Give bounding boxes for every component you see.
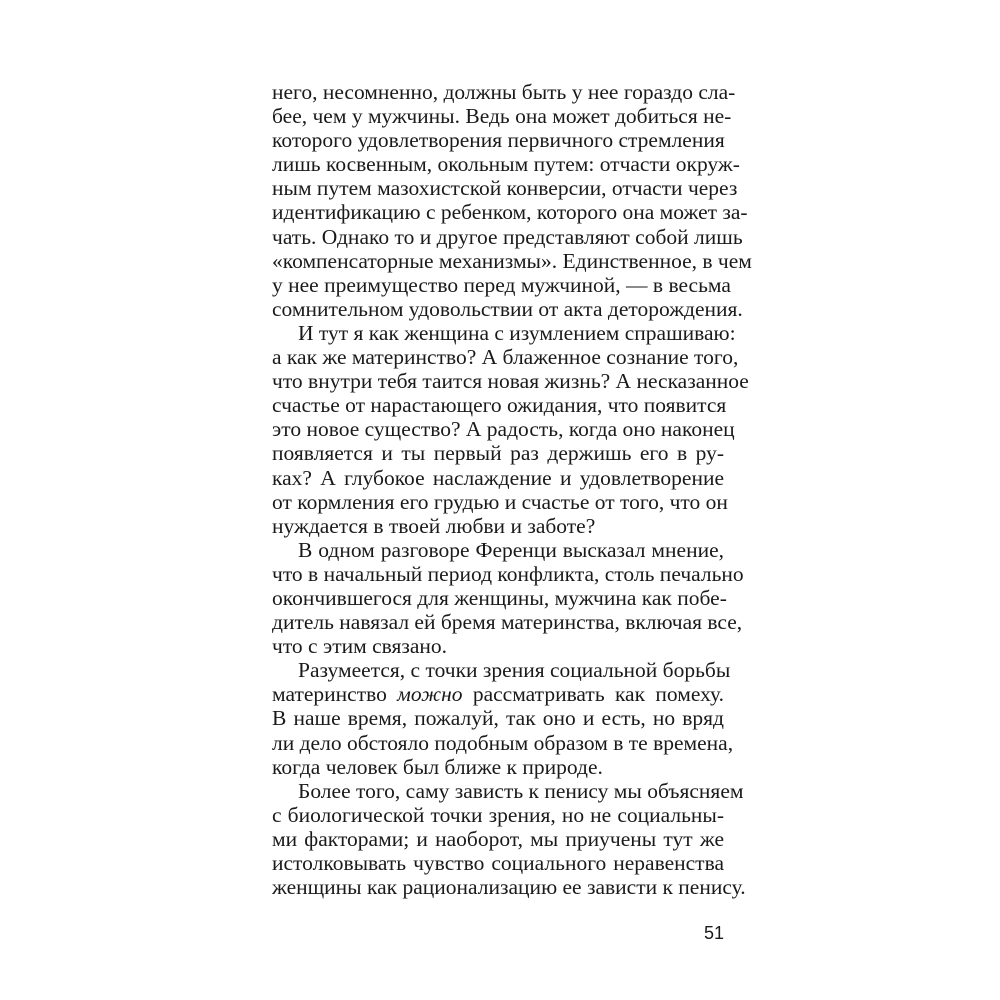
text-line: Более того, саму зависть к пенису мы объясняем — [298, 778, 744, 803]
text-line: а как же материнство? А блаженное сознание того, — [272, 345, 739, 370]
text-line: что с этим связано. — [272, 634, 448, 659]
text-line: которого удовлетворения первичного стремления — [272, 128, 725, 153]
paragraph-4 — [272, 658, 734, 779]
text-line: Разумеется, с точки зрения социальной борьбы — [298, 658, 731, 683]
body-text — [272, 80, 752, 900]
text-line: сомнительном удовольствии от акта деторождения. — [272, 296, 743, 321]
text-line: ли дело обстояло подобным образом в те времена, — [272, 730, 734, 755]
text-line: дитель навязал ей бремя материнства, включая все, — [272, 610, 743, 635]
text-line: ми факторами; и наоборот, мы приучены тут же — [272, 826, 724, 851]
text-line: появляется и ты первый раз держишь его в ру- — [272, 441, 724, 466]
text-line: счастье от нарастающего ожидания, что появится — [272, 393, 727, 418]
paragraph-5 — [272, 778, 746, 900]
text-line: что внутри тебя таится новая жизнь? А несказанное — [272, 369, 749, 394]
text-line: что в начальный период конфликта, столь печально — [272, 561, 744, 586]
text-line: нуждается в твоей любви и заботе? — [272, 513, 596, 538]
text-line: от кормления его грудью и счастье от того, что он — [272, 489, 728, 514]
text-segment: рассматривать как помеху. — [462, 682, 724, 707]
text-line: с биологической точки зрения, но не социальны- — [272, 802, 724, 827]
text-line: ках? А глубокое наслаждение и удовлетворение — [272, 465, 724, 490]
text-line — [272, 682, 724, 706]
text-line: него, несомненно, должны быть у нее гораздо сла- — [272, 80, 736, 104]
text-line: идентификацию с ребенком, которого она может за- — [272, 200, 748, 225]
text-line: бее, чем у мужчины. Ведь она может добиться не- — [272, 104, 732, 129]
text-line: лишь косвенным, окольным путем: отчасти окруж- — [272, 152, 740, 177]
text-line: В наше время, пожалуй, так оно и есть, но вряд — [272, 706, 724, 731]
text-line: И тут я как женщина с изумлением спрашиваю: — [298, 320, 736, 345]
text-line: истолковывать чувство социального неравенства — [272, 851, 724, 875]
text-line: «компенсаторные механизмы». Единственное, в чем — [272, 248, 752, 273]
page-number: 51 — [703, 923, 724, 943]
text-line: чать. Однако то и другое представляют собой лишь — [272, 224, 743, 249]
text-line: ным путем мазохистской конверсии, отчасти через — [272, 176, 738, 201]
text-line: когда человек был ближе к природе. — [272, 754, 603, 779]
paragraph-1 — [272, 80, 752, 321]
text-line: женщины как рационализацию ее зависти к пенису. — [272, 875, 746, 900]
text-line: у нее преимущество перед мужчиной, — в весьма — [272, 272, 731, 297]
text-segment: материнство — [272, 682, 398, 707]
emphasized-word: можно — [397, 682, 463, 707]
paragraph-2 — [272, 320, 749, 538]
text-line: окончившегося для женщины, мужчина как побе- — [272, 585, 727, 610]
text-line: В одном разговоре Ференци высказал мнение, — [298, 537, 724, 562]
paragraph-3 — [272, 537, 744, 659]
text-line: это новое существо? А радость, когда оно наконец — [272, 417, 735, 442]
